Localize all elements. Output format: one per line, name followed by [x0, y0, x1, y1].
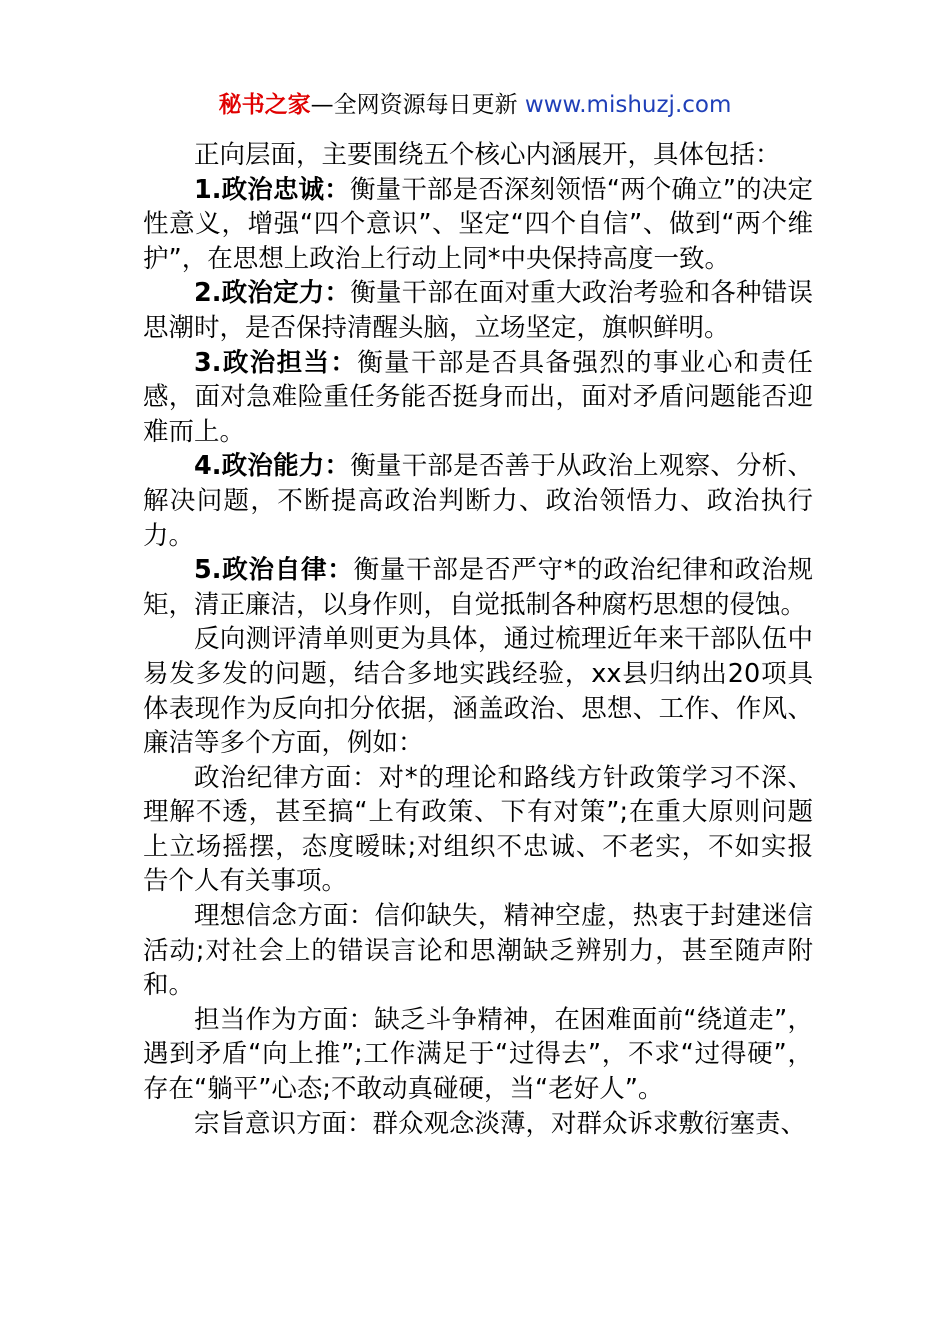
paragraph-item-1 — [143, 173, 813, 277]
item-text: 衡量干部是否善于从政治上观察、分析、解决问题，不断提高政治判断力、政治领悟力、政治执行力。 — [143, 451, 813, 551]
item-heading: 5.政治自律： — [194, 555, 354, 586]
site-url-link[interactable]: www.mishuzj.com — [524, 92, 732, 118]
item-text: 衡量干部是否深刻领悟“两个确立”的决定性意义，增强“四个意识”、坚定“四个自信”、做到“两个维护”，在思想上政治上行动上同*中央保持高度一致。 — [143, 174, 813, 274]
paragraph-ideals-beliefs — [143, 899, 813, 1003]
paragraph-purpose-awareness — [143, 1107, 813, 1142]
paragraph-text: 政治纪律方面：对*的理论和路线方针政策学习不深、理解不透，甚至搞“上有政策、下有对策”;在重大原则问题上立场摇摆，态度暧昧;对组织不忠诚、不老实，不如实报告个人有关事项。 — [143, 762, 813, 897]
paragraph-text: 宗旨意识方面：群众观念淡薄，对群众诉求敷衍塞责、 — [194, 1108, 807, 1139]
paragraph-text: 正向层面，主要围绕五个核心内涵展开，具体包括： — [194, 140, 781, 170]
paragraph-item-2 — [143, 276, 813, 345]
site-tagline: 全网资源每日更新 — [333, 92, 518, 118]
paragraph-responsibility — [143, 1003, 813, 1107]
item-heading: 2.政治定力： — [194, 278, 351, 309]
header-separator: — — [310, 92, 334, 118]
paragraph-item-4 — [143, 449, 813, 553]
paragraph-political-discipline — [143, 761, 813, 899]
site-brand: 秘书之家 — [218, 92, 311, 118]
item-heading: 4.政治能力： — [194, 451, 351, 482]
paragraph-text: 理想信念方面：信仰缺失，精神空虚，热衷于封建迷信活动;对社会上的错误言论和思潮缺乏辨别力，甚至随声附和。 — [143, 901, 813, 1001]
paragraph-reverse-list — [143, 622, 813, 760]
paragraph-text: 担当作为方面：缺乏斗争精神，在困难面前“绕道走”，遇到矛盾“向上推”;工作满足于“过得去”，不求“过得硬”，存在“躺平”心态;不敢动真碰硬，当“老好人”。 — [143, 1004, 813, 1105]
paragraph-item-5 — [143, 553, 813, 622]
paragraph-intro — [143, 138, 813, 173]
item-text: 衡量干部是否具备强烈的事业心和责任感，面对急难险重任务能否挺身而出，面对矛盾问题能否迎难而上。 — [143, 347, 813, 447]
item-heading: 3.政治担当： — [194, 347, 358, 378]
item-text: 衡量干部是否严守*的政治纪律和政治规矩，清正廉洁，以身作则，自觉抵制各种腐朽思想的侵蚀。 — [143, 555, 813, 620]
paragraph-text: 反向测评清单则更为具体，通过梳理近年来干部队伍中易发多发的问题，结合多地实践经验，xx县归纳出20项具体表现作为反向扣分依据，涵盖政治、思想、工作、作风、廉洁等多个方面，例如： — [143, 624, 813, 759]
document-body — [143, 138, 813, 1141]
paragraph-item-3 — [143, 346, 813, 450]
item-text: 衡量干部在面对重大政治考验和各种错误思潮时，是否保持清醒头脑，立场坚定，旗帜鲜明。 — [143, 278, 813, 343]
page-header — [0, 88, 950, 122]
item-heading: 1.政治忠诚： — [194, 174, 350, 205]
